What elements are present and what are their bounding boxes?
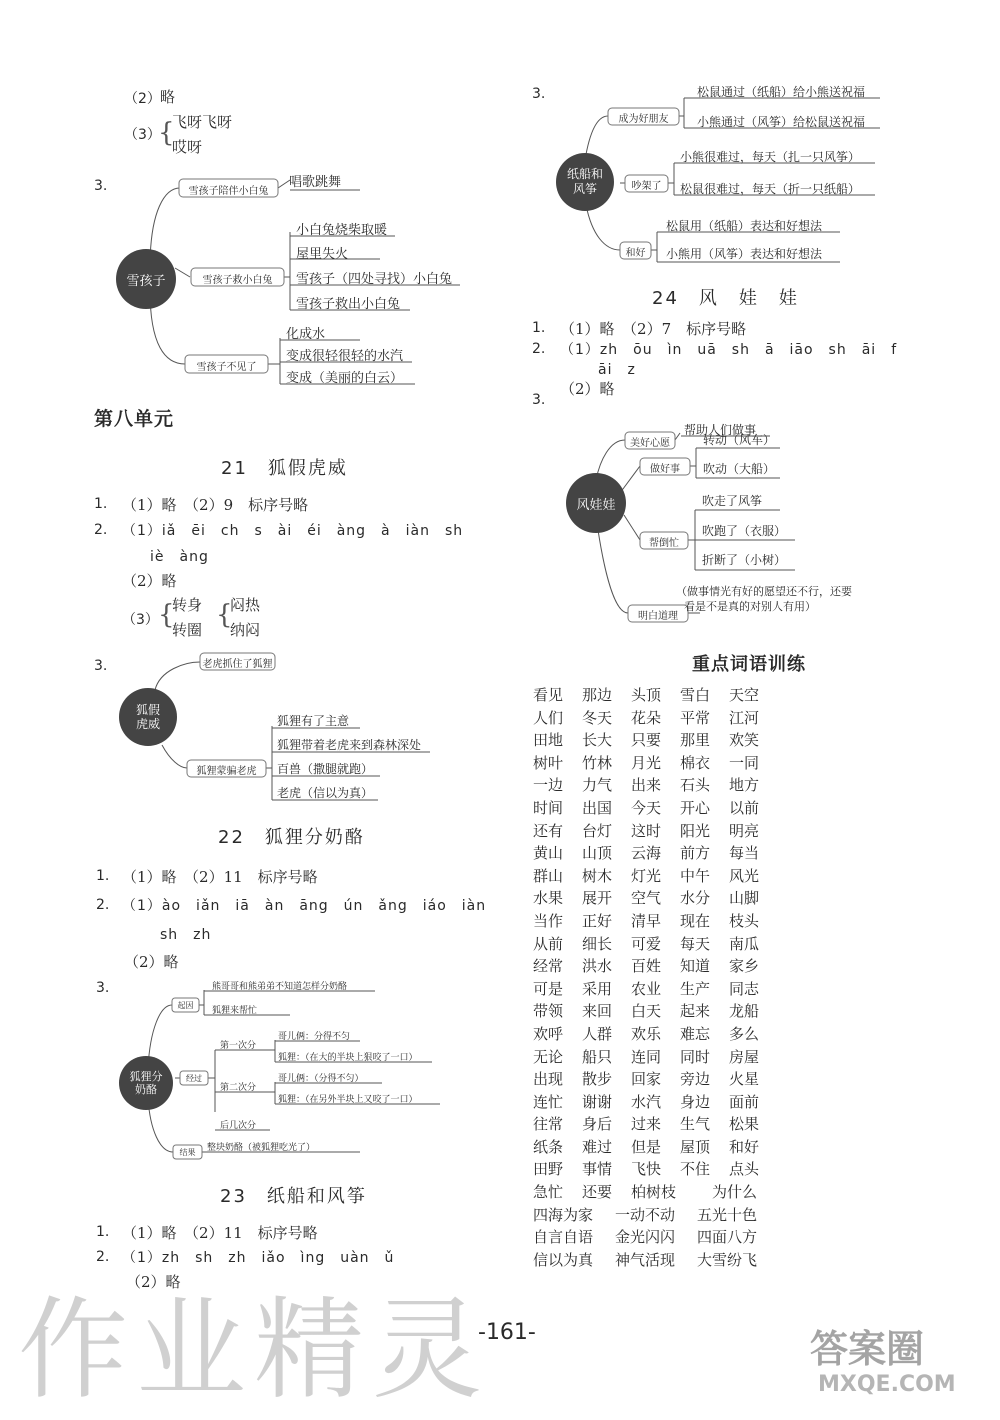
- vocab-word: 神气活现: [615, 1250, 676, 1269]
- vocab-word: 经常: [533, 957, 564, 976]
- map23-leaf: 小熊通过（风筝）给松鼠送祝福: [697, 115, 866, 129]
- vocab-word: 家乡: [729, 957, 760, 976]
- map24-leaf: 折断了（小树）: [702, 553, 787, 567]
- vocab-word: 房屋: [729, 1047, 760, 1066]
- vocab-word: 可爱: [631, 934, 662, 953]
- map22-num: 3.: [96, 980, 110, 996]
- vocab-word: 无论: [533, 1047, 564, 1066]
- vocab-word: 田地: [533, 731, 564, 750]
- vocab-word: 面前: [729, 1092, 760, 1111]
- map22-leaf: 狐狸：（在另外半块上又咬了一口）: [278, 1095, 418, 1105]
- vocab-word: 只要: [631, 731, 662, 750]
- map22-sub-2: 第二次分: [220, 1083, 257, 1093]
- vocab-word: 今天: [631, 798, 662, 817]
- vocab-word: 头顶: [631, 686, 662, 704]
- watermark-url: MXQE.COM: [818, 1372, 956, 1397]
- vocab-row: [533, 1158, 778, 1181]
- map22-sub-3: 后几次分: [220, 1121, 257, 1131]
- q3-answer-b: 哎呀: [172, 138, 203, 156]
- l21-q2-pinyin: （1）iǎ ēi ch s ài éi àng à iàn sh: [122, 523, 464, 539]
- map22-branch-3: 结果: [179, 1148, 196, 1157]
- vocab-word: 百姓: [631, 957, 662, 976]
- vocab-word: 可是: [533, 979, 564, 998]
- vocab-word: 长大: [582, 731, 613, 750]
- vocab-row: [533, 774, 778, 797]
- q3-answer-a: 飞呀飞呀: [172, 113, 233, 131]
- vocab-word: 出来: [631, 776, 662, 795]
- map23-num: 3.: [532, 86, 546, 102]
- map23-hub: 纸船和 风筝: [566, 167, 603, 196]
- vocab-row: [533, 1046, 778, 1069]
- map21-num: 3.: [94, 658, 108, 674]
- vocab-word: 生气: [680, 1115, 711, 1134]
- map21-leaf: 百兽（撒腿就跑）: [277, 762, 374, 776]
- vocab-word: 时间: [533, 798, 564, 817]
- vocab-word: 大雪纷飞: [697, 1250, 758, 1269]
- vocab-word: 人群: [582, 1024, 613, 1043]
- vocab-word: 散步: [582, 1070, 613, 1089]
- vocab-word: 五光十色: [697, 1205, 758, 1224]
- vocab-row: [533, 1091, 778, 1114]
- l22-q2-pinyin: （1）ào iǎn iā àn āng ún ǎng iáo iàn: [122, 898, 487, 914]
- map1-num: 3.: [94, 178, 108, 194]
- vocab-word: 一边: [533, 776, 564, 795]
- l22-q1-num: 1.: [96, 868, 110, 884]
- vocab-word: 农业: [631, 979, 662, 998]
- vocab-word: 树木: [582, 866, 613, 885]
- vocab-row: [533, 820, 778, 843]
- map21-hub: 狐假 虎威: [135, 703, 160, 731]
- l24-q1-answer: （1）略 （2）7 标序号略: [560, 320, 747, 338]
- lesson-21-title: 21 狐假虎威: [221, 458, 348, 479]
- vocab-word: 树叶: [533, 753, 564, 772]
- vocab-word: 花朵: [631, 708, 662, 727]
- l21-q3-num: （3）: [122, 612, 159, 628]
- l21-q2b: （2）略: [122, 572, 177, 590]
- vocab-word: 细长: [582, 934, 613, 953]
- map1-branch-3: 雪孩子不见了: [196, 362, 257, 373]
- map24-leaf: 转动（风车）: [703, 433, 776, 447]
- vocab-word: 地方: [729, 776, 760, 795]
- l24-q2-num: 2.: [532, 341, 546, 357]
- l22-q2-num: 2.: [96, 897, 110, 913]
- map24-hub: 风娃娃: [576, 498, 616, 513]
- map1-hub: 雪孩子: [126, 274, 166, 289]
- map1-leaf: 屋里失火: [296, 247, 349, 262]
- map24-branch-3: 帮倒忙: [649, 538, 679, 549]
- map1-branch-2: 雪孩子救小白兔: [202, 275, 273, 286]
- vocab-word: 不住: [680, 1160, 711, 1179]
- vocab-word: 和好: [729, 1137, 760, 1156]
- map24-branch-4: 明白道理: [638, 611, 678, 622]
- vocab-word: 开心: [680, 798, 711, 817]
- map21-leaf: 老虎（信以为真）: [277, 786, 374, 800]
- vocab-row: [533, 707, 778, 730]
- vocab-row: [533, 865, 778, 888]
- vocab-word: 出现: [533, 1070, 564, 1089]
- watermark-logo: 作业精灵: [18, 1286, 490, 1414]
- vocab-word: 欢笑: [729, 731, 760, 750]
- vocab-word: 连忙: [533, 1092, 564, 1111]
- vocab-word: 灯光: [631, 866, 662, 885]
- l23-q1-answer: （1）略 （2）11 标序号略: [122, 1224, 318, 1242]
- watermark-logo: 答案圈: [810, 1326, 925, 1371]
- vocab-word: 每天: [680, 934, 711, 953]
- vocab-word: 同时: [680, 1047, 711, 1066]
- map1-leaf: 变成（美丽的白云）: [286, 371, 404, 386]
- vocab-word: 同志: [729, 979, 760, 998]
- vocab-word: 空气: [631, 889, 662, 908]
- l21-q2-num: 2.: [94, 522, 108, 538]
- vocab-word: 难忘: [680, 1024, 711, 1043]
- vocab-word: 龙船: [729, 1002, 760, 1021]
- vocab-row: [533, 933, 778, 956]
- vocab-title: 重点词语训练: [692, 654, 806, 675]
- map1-leaf: 雪孩子救出小白兔: [296, 297, 401, 312]
- vocab-row: [533, 1136, 778, 1159]
- vocab-word: 山脚: [729, 889, 760, 908]
- vocab-word: 南瓜: [729, 934, 760, 953]
- vocab-word: 从前: [533, 934, 564, 953]
- vocab-row: [533, 729, 778, 752]
- vocab-word: 带领: [533, 1002, 564, 1021]
- vocab-word: 枝头: [729, 911, 760, 930]
- vocab-word: 风光: [729, 866, 760, 885]
- vocab-word: 江河: [729, 708, 760, 727]
- vocab-word: 金光闪闪: [615, 1228, 676, 1247]
- vocab-word: 那边: [582, 686, 613, 704]
- l23-q2-num: 2.: [96, 1249, 110, 1265]
- map1-leaf: 小白兔烧柴取暖: [296, 223, 388, 238]
- map23-branch-3: 和好: [625, 248, 646, 259]
- vocab-word: 黄山: [533, 844, 564, 863]
- l21-q3-b: 转圈: [172, 621, 203, 639]
- vocab-word: 起来: [680, 1002, 711, 1021]
- map22-leaf: 狐狸：（在大的半块上狠咬了一口）: [278, 1053, 418, 1063]
- map23-leaf: 小熊很难过，每天（扎一只风筝）: [680, 150, 861, 164]
- map21-branch-1: 老虎抓住了狐狸: [202, 659, 273, 670]
- vocab-word: 正好: [582, 911, 613, 930]
- l23-q1-num: 1.: [96, 1224, 110, 1240]
- map24-num: 3.: [532, 392, 546, 408]
- l21-q2-pinyin-2: iè àng: [150, 549, 209, 565]
- brace-icon: {: [158, 118, 175, 148]
- vocab-word: 每当: [729, 844, 760, 863]
- map23-leaf: 松鼠通过（纸船）给小熊送祝福: [697, 85, 866, 99]
- vocab-row: [533, 887, 778, 910]
- vocab-word: 展开: [582, 889, 613, 908]
- vocab-word: 飞快: [631, 1160, 662, 1179]
- map23-branch-2: 吵架了: [631, 181, 662, 192]
- vocab-word: 连同: [631, 1047, 662, 1066]
- map23-leaf: 松鼠用（纸船）表达和好想法: [666, 219, 823, 233]
- l24-q2-pinyin: （1）zh ōu ìn uā sh ā iāo sh āi f: [560, 342, 898, 358]
- vocab-word: 谢谢: [582, 1092, 613, 1111]
- vocab-word: 平常: [680, 708, 711, 727]
- map1-leaf: 化成水: [286, 327, 326, 342]
- vocab-word: 水果: [533, 889, 564, 908]
- vocab-word: 船只: [582, 1047, 613, 1066]
- vocab-word: 但是: [631, 1137, 662, 1156]
- vocab-word: 现在: [680, 911, 711, 930]
- vocab-word: 火星: [729, 1070, 760, 1089]
- q3-num: （3）: [124, 127, 161, 143]
- vocab-word: 事情: [582, 1160, 613, 1179]
- l21-q3-a: 转身: [172, 596, 203, 614]
- map23-leaf: 松鼠很难过，每天（折一只纸船）: [680, 182, 861, 196]
- vocab-word: 还要: [582, 1183, 613, 1202]
- map24-branch-2: 做好事: [650, 464, 680, 475]
- vocab-word: 纸条: [533, 1137, 564, 1156]
- vocab-word: 四面八方: [697, 1228, 758, 1247]
- map24-branch-1: 美好心愿: [630, 438, 670, 449]
- vocab-word: 自言自语: [533, 1228, 594, 1247]
- vocab-word: 石头: [680, 776, 711, 795]
- vocab-word: 山顶: [582, 844, 613, 863]
- lesson-22-title: 22 狐狸分奶酪: [218, 827, 365, 848]
- l23-q2b: （2）略: [126, 1273, 181, 1291]
- vocab-word: 田野: [533, 1160, 564, 1179]
- vocab-word: 柏树枝: [631, 1183, 677, 1202]
- vocab-word: 松果: [729, 1115, 760, 1134]
- vocab-word: 信以为真: [533, 1250, 594, 1269]
- vocab-row: [533, 910, 778, 933]
- vocab-row: [533, 1113, 778, 1136]
- lesson-24-title: 24 风 娃 娃: [652, 288, 799, 309]
- l21-q1-answer: （1）略 （2）9 标序号略: [122, 496, 309, 514]
- vocab-row: [533, 955, 778, 978]
- vocab-word: 屋顶: [680, 1137, 711, 1156]
- map24-leaf: 看是不是真的对别人有用）: [684, 600, 816, 613]
- vocab-word: 欢乐: [631, 1024, 662, 1043]
- map24-leaf: 吹动（大船）: [703, 462, 776, 476]
- map23-leaf: 小熊用（风筝）表达和好想法: [666, 247, 823, 261]
- vocab-word: 身边: [680, 1092, 711, 1111]
- vocab-word: 生产: [680, 979, 711, 998]
- map21-branch-2: 狐狸蒙骗老虎: [196, 766, 257, 777]
- vocab-word: 过来: [631, 1115, 662, 1134]
- map24-leaf: （做事情光有好的愿望还不行，还要: [676, 585, 852, 598]
- map22-leaf: 熊哥哥和熊弟弟不知道怎样分奶酪: [212, 982, 348, 992]
- vocab-row: [533, 1023, 778, 1046]
- brace-icon: {: [158, 600, 175, 630]
- l21-q3-c: 闷热: [230, 596, 261, 614]
- vocab-row: [533, 842, 778, 865]
- vocab-word: 采用: [582, 979, 613, 998]
- vocab-word: 白天: [631, 1002, 662, 1021]
- vocab-row: [533, 1249, 778, 1272]
- map1-leaf: 雪孩子（四处寻找）小白兔: [296, 272, 453, 287]
- vocab-word: 云海: [631, 844, 662, 863]
- map22-branch-2: 经过: [186, 1074, 202, 1083]
- vocab-word: 清早: [631, 911, 662, 930]
- page-number: -161-: [478, 1320, 536, 1345]
- vocab-word: 看见: [533, 686, 564, 704]
- vocab-row: [533, 978, 778, 1001]
- vocab-word: 竹林: [582, 753, 613, 772]
- vocab-word: 台灯: [582, 821, 613, 840]
- vocab-grid: [533, 684, 778, 1271]
- q2-num: （2）: [124, 91, 161, 107]
- l24-q1-num: 1.: [532, 320, 546, 336]
- vocab-word: 往常: [533, 1115, 564, 1134]
- vocab-word: 回家: [631, 1070, 662, 1089]
- vocab-word: 那里: [680, 731, 711, 750]
- vocab-word: 水汽: [631, 1092, 662, 1111]
- vocab-word: 多么: [729, 1024, 760, 1043]
- map21-leaf: 狐狸有了主意: [277, 714, 350, 728]
- l24-q2-pinyin-2: āi z: [598, 362, 636, 378]
- vocab-word: 群山: [533, 866, 564, 885]
- vocab-word: 雪白: [680, 686, 711, 704]
- vocab-word: 棉衣: [680, 753, 711, 772]
- vocab-row: [533, 1068, 778, 1091]
- vocab-word: 洪水: [582, 957, 613, 976]
- lesson-23-title: 23 纸船和风筝: [220, 1186, 367, 1207]
- l24-q2b: （2）略: [560, 380, 615, 398]
- vocab-word: 来回: [582, 1002, 613, 1021]
- brace-icon: {: [216, 600, 233, 630]
- l21-q1-num: 1.: [94, 496, 108, 512]
- vocab-word: 明亮: [729, 821, 760, 840]
- vocab-word: 知道: [680, 957, 711, 976]
- map22-leaf: 哥儿俩：（分得不匀）: [278, 1074, 364, 1084]
- map22-leaf: 整块奶酪（被狐狸吃光了）: [207, 1143, 316, 1153]
- map1-leaf: 唱歌跳舞: [289, 175, 342, 190]
- vocab-row: [533, 797, 778, 820]
- vocab-word: 这时: [631, 821, 662, 840]
- map22-branch-1: 起因: [177, 1001, 194, 1010]
- l22-q2b: （2）略: [124, 953, 179, 971]
- vocab-word: 当作: [533, 911, 564, 930]
- l22-q1-answer: （1）略 （2）11 标序号略: [122, 868, 318, 886]
- map1-leaf: 变成很轻很轻的水汽: [286, 349, 404, 364]
- map22-leaf: 哥儿俩：分得不匀: [278, 1032, 351, 1042]
- vocab-row: [533, 684, 778, 707]
- map23-branch-1: 成为好朋友: [618, 114, 669, 125]
- vocab-word: 冬天: [582, 708, 613, 727]
- vocab-word: 急忙: [533, 1183, 564, 1202]
- vocab-word: 天空: [729, 686, 760, 704]
- vocab-word: 力气: [582, 776, 613, 795]
- map22-leaf: 狐狸来帮忙: [212, 1006, 258, 1016]
- vocab-row: [533, 1226, 778, 1249]
- vocab-word: 中午: [680, 866, 711, 885]
- vocab-word: 难过: [582, 1137, 613, 1156]
- vocab-row: [533, 1000, 778, 1023]
- map24-leaf: 吹跑了（衣服）: [702, 524, 787, 538]
- vocab-word: 人们: [533, 708, 564, 727]
- map21-leaf: 狐狸带着老虎来到森林深处: [277, 738, 422, 752]
- vocab-word: 以前: [729, 798, 760, 817]
- vocab-word: 还有: [533, 821, 564, 840]
- vocab-word: 旁边: [680, 1070, 711, 1089]
- vocab-word: 水分: [680, 889, 711, 908]
- map22-hub: 狐狸分 奶酪: [129, 1070, 163, 1096]
- vocab-word: 四海为家: [533, 1205, 594, 1224]
- vocab-word: 阳光: [680, 821, 711, 840]
- map24-leaf: 吹走了风筝: [702, 494, 763, 508]
- vocab-word: 出国: [582, 798, 613, 817]
- vocab-word: 为什么: [712, 1183, 758, 1202]
- map1-branch-1: 雪孩子陪伴小白兔: [188, 186, 269, 197]
- l23-q2-pinyin: （1）zh sh zh iǎo ìng uàn ǔ: [122, 1250, 395, 1266]
- vocab-word: 月光: [631, 753, 662, 772]
- unit-heading: 第八单元: [94, 408, 175, 430]
- map22-sub-1: 第一次分: [220, 1041, 257, 1051]
- vocab-word: 一动不动: [615, 1205, 676, 1224]
- vocab-row: [533, 1204, 778, 1227]
- l21-q3-d: 纳闷: [230, 621, 261, 639]
- vocab-word: 欢呼: [533, 1024, 564, 1043]
- map24-leaf: 帮助人们做事: [684, 423, 757, 437]
- vocab-word: 前方: [680, 844, 711, 863]
- l22-q2-pinyin-2: sh zh: [160, 927, 212, 943]
- q2-answer: 略: [160, 88, 176, 106]
- vocab-word: 身后: [582, 1115, 613, 1134]
- vocab-word: 点头: [729, 1160, 760, 1179]
- vocab-row: [533, 752, 778, 775]
- vocab-word: 一同: [729, 753, 760, 772]
- vocab-row: [533, 1181, 778, 1204]
